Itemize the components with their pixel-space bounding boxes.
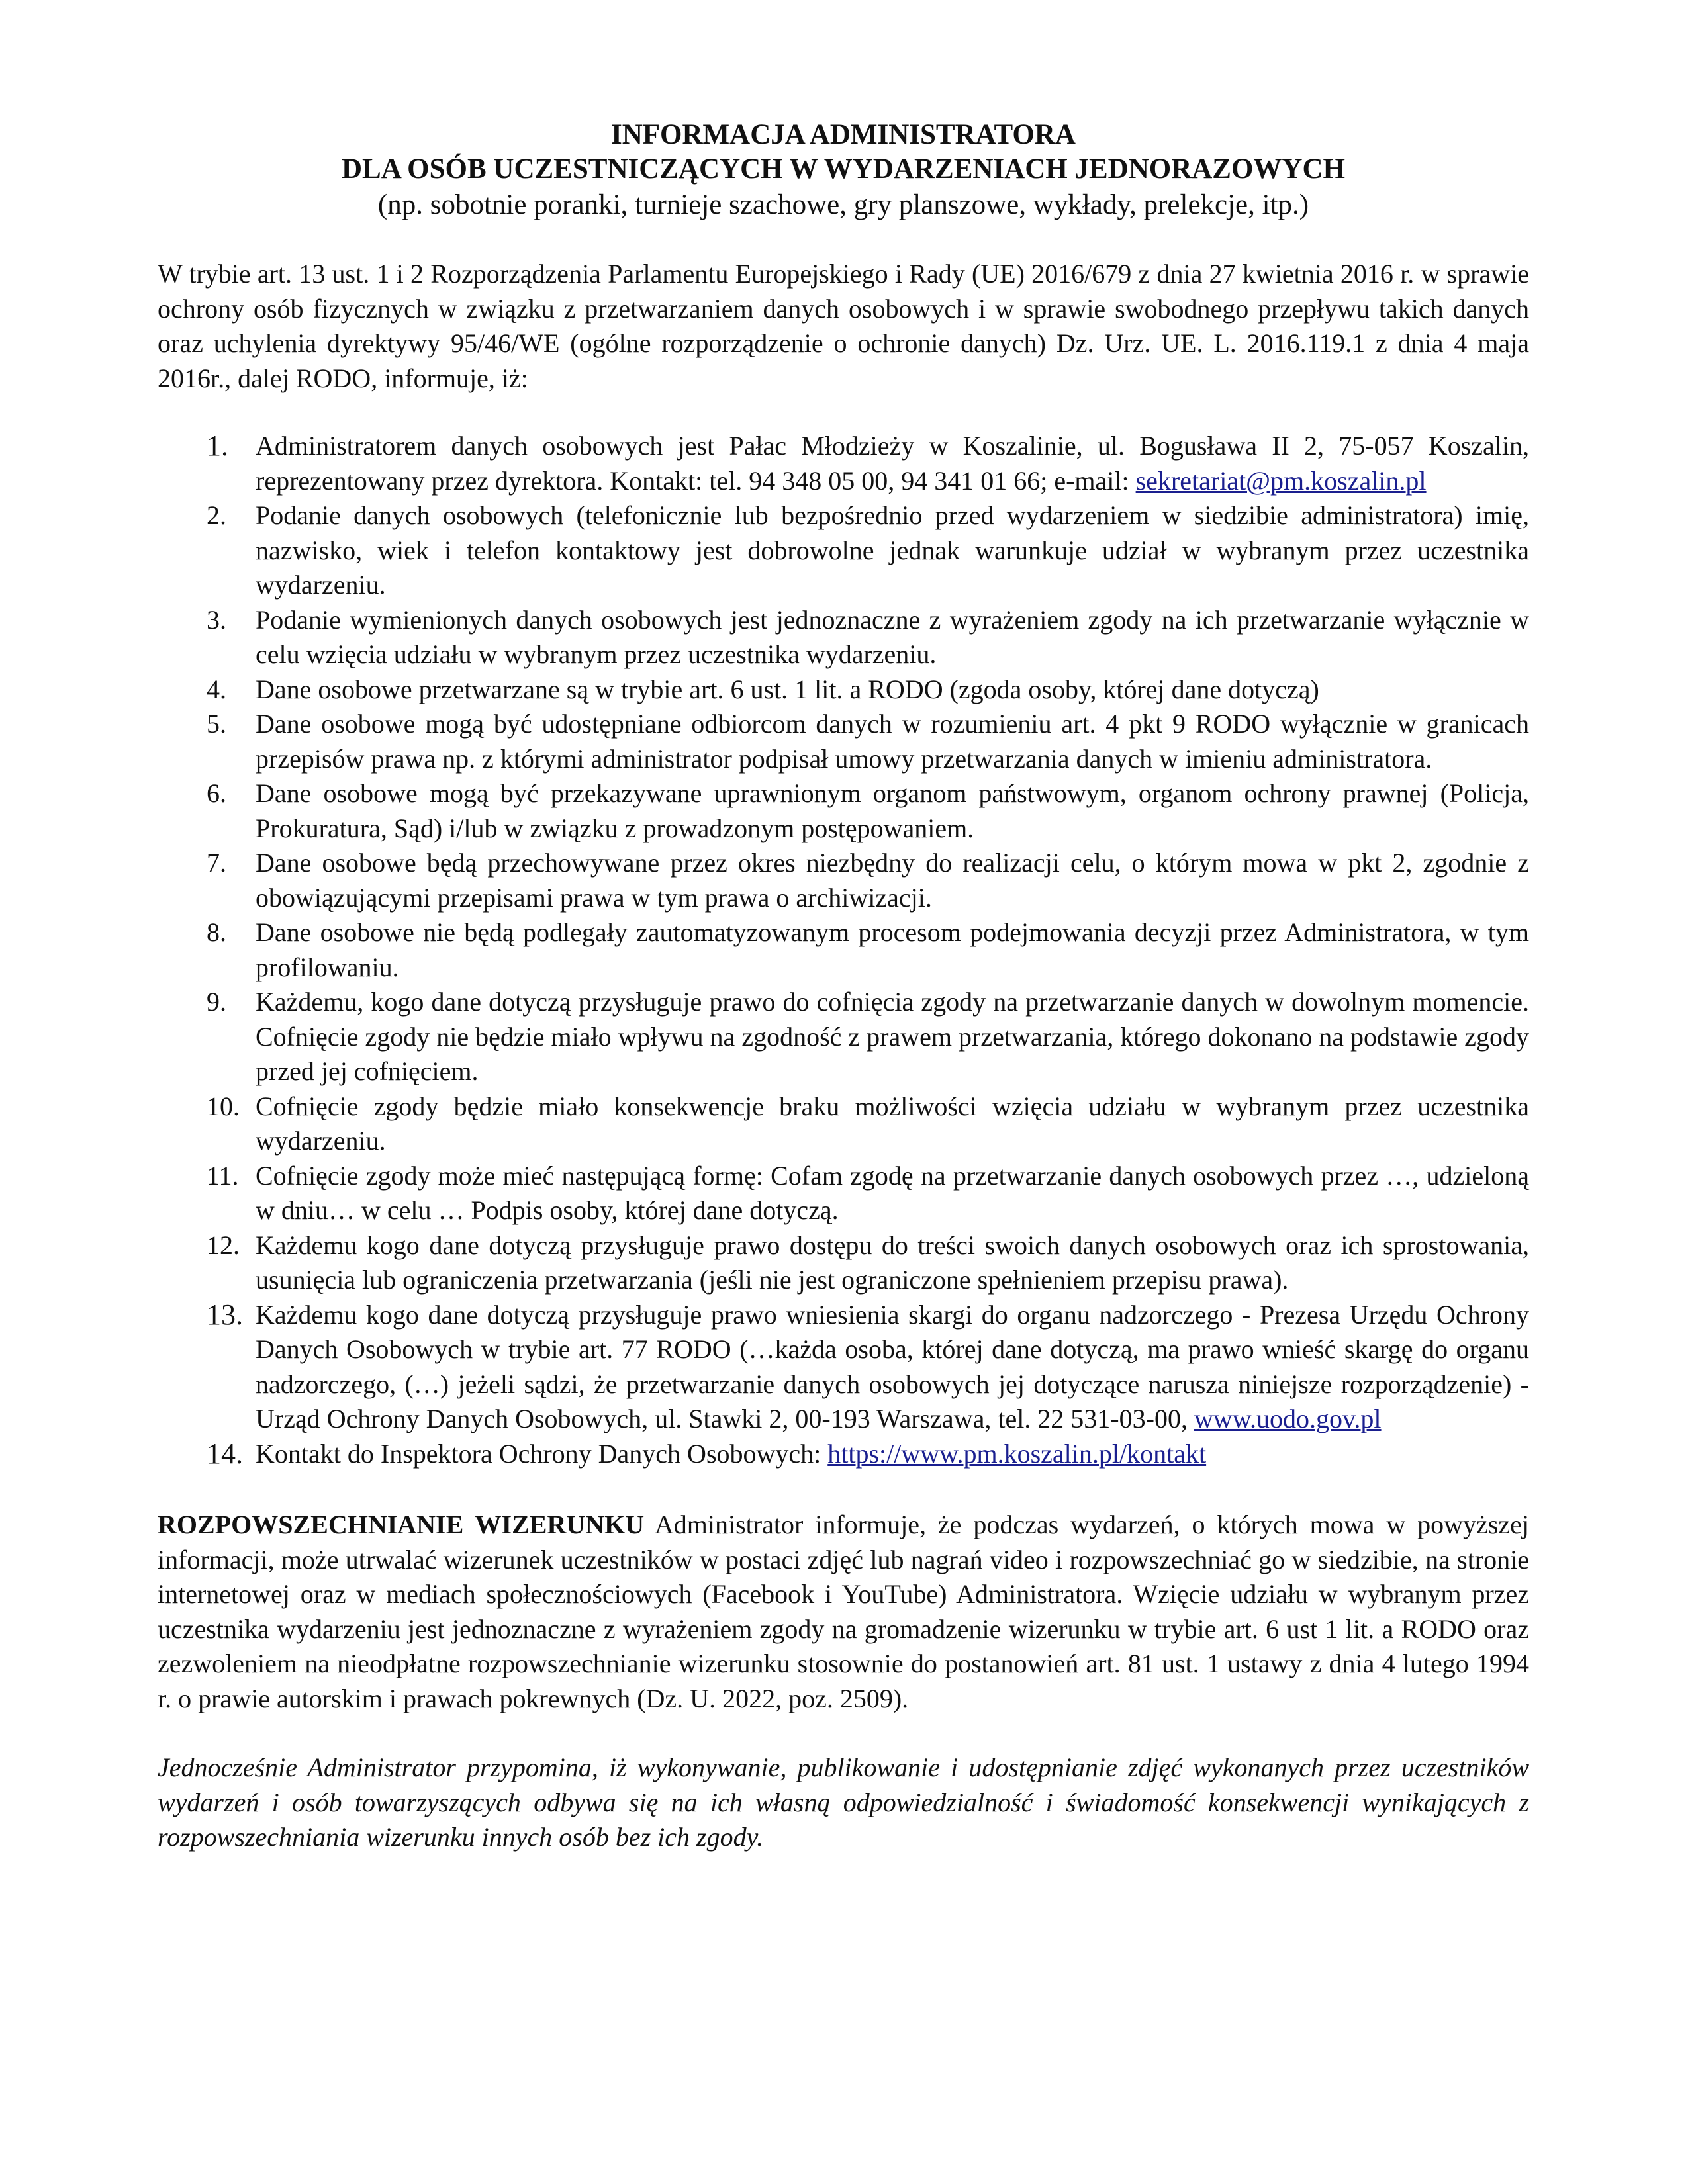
item-text: Kontakt do Inspektora Ochrony Danych Osobowych: — [256, 1438, 828, 1469]
item-number: 14. — [207, 1437, 243, 1470]
title-block — [158, 118, 1529, 224]
list-item-14 — [158, 1437, 1529, 1472]
list-item-7 — [158, 846, 1529, 915]
item-text: Każdemu kogo dane dotyczą przysługuje prawo dostępu do treści swoich danych osobowych oraz ich sprostowania, usunięcia lub ograniczenia przetwarzania (jeśli nie jest ograniczone spełnieniem przepisu prawa). — [256, 1230, 1529, 1295]
item-number: 3. — [207, 604, 226, 635]
list-item-3 — [158, 603, 1529, 672]
item-text: Każdemu, kogo dane dotyczą przysługuje prawo do cofnięcia zgody na przetwarzanie danych w dowolnym momencie. Cofnięcie zgody nie będzie miało wpływu na zgodność z prawem przetwarzania, którego dokonano na podstawie zgody przed jej cofnięciem. — [256, 987, 1529, 1086]
document-subtitle: (np. sobotnie poranki, turnieje szachowe, gry planszowe, wykłady, prelekcje, itp.) — [377, 189, 1309, 220]
italic-reminder-note: Jednocześnie Administrator przypomina, iż wykonywanie, publikowanie i udostępnianie zdjęć wykonanych przez uczestników wydarzeń i osób towarzyszących odbywa się na ich własną odpowiedzialność i świadomość konsekwencji wynikających z rozpowszechniania wizerunku innych osób bez ich zgody. — [158, 1752, 1529, 1852]
item-number: 10. — [207, 1091, 240, 1121]
email-link[interactable]: sekretariat@pm.koszalin.pl — [1135, 465, 1427, 496]
item-text: Podanie wymienionych danych osobowych jest jednoznaczne z wyrażeniem zgody na ich przetwarzanie wyłącznie w celu wzięcia udziału w wybranym przez uczestnika wydarzeniu. — [256, 604, 1529, 669]
item-number: 1. — [207, 430, 228, 462]
item-number: 8. — [207, 917, 226, 947]
item-number: 12. — [207, 1230, 240, 1260]
item-text: Dane osobowe mogą być udostępniane odbiorcom danych w rozumieniu art. 4 pkt 9 RODO wyłącznie w granicach przepisów prawa np. z którymi administrator podpisał umowy przetwarzania danych w imieniu administratora. — [256, 709, 1529, 774]
item-text: Podanie danych osobowych (telefonicznie lub bezpośrednio przed wydarzeniem w siedzibie administratora) imię, nazwisko, wiek i telefon kontaktowy jest dobrowolne jednak warunkuje udział w wybranym przez uczestnika wydarzeniu. — [256, 500, 1529, 600]
item-number: 5. — [207, 709, 226, 739]
item-number: 9. — [207, 987, 226, 1017]
item-number: 7. — [207, 848, 226, 878]
item-text: Administratorem danych osobowych jest Pałac Młodzieży w Koszalinie, ul. Bogusława II 2, 75-057 Koszalin, reprezentowany przez dyrektora. Kontakt: tel. 94 348 05 00, 94 341 01 66; e-mail: — [256, 431, 1529, 496]
item-text: Każdemu kogo dane dotyczą przysługuje prawo wniesienia skargi do organu nadzorczego - Prezesa Urzędu Ochrony Danych Osobowych w trybie art. 77 RODO (…każda osoba, której dane dotyczą, ma prawo wnieść skargę do organu nadzorczego, (…) jeżeli sądzi, że przetwarzanie danych osobowych jej dotyczące narusza niniejsze rozporządzenie) - Urząd Ochrony Danych Osobowych, ul. Stawki 2, 00-193 Warszawa, tel. 22 531-03-00, — [256, 1299, 1529, 1433]
list-item-9 — [158, 985, 1529, 1089]
item-number: 2. — [207, 500, 226, 530]
item-number: 4. — [207, 674, 226, 704]
list-item-6 — [158, 776, 1529, 846]
image-rights-text: Administrator informuje, że podczas wydarzeń, o których mowa w powyższej informacji, może utrwalać wizerunek uczestników w postaci zdjęć lub nagrań video i rozpowszechniać go w siedzibie, na stronie internetowej oraz w mediach społecznościowych (Facebook i YouTube) Administratora. Wzięcie udziału w wybranym przez uczestnika wydarzeniu jest jednoznaczne z wyrażeniem zgody na gromadzenie wizerunku w trybie art. 6 ust 1 lit. a RODO oraz zezwoleniem na nieodpłatne rozpowszechnianie wizerunku stosownie do postanowień art. 81 ust. 1 ustawy z dnia 4 lutego 1994 r. o prawie autorskim i prawach pokrewnych (Dz. U. 2022, poz. 2509). — [158, 1510, 1530, 1713]
list-item-5 — [158, 707, 1529, 776]
list-item-2 — [158, 498, 1529, 603]
document-page — [158, 118, 1529, 1855]
item-text: Dane osobowe nie będą podlegały zautomatyzowanym procesom podejmowania decyzji przez Administratora, w tym profilowaniu. — [256, 917, 1529, 982]
information-points-list — [158, 429, 1529, 1471]
item-text: Cofnięcie zgody będzie miało konsekwencje braku możliwości wzięcia udziału w wybranym przez uczestnika wydarzeniu. — [256, 1091, 1529, 1156]
list-item-4 — [158, 672, 1529, 707]
list-item-8 — [158, 915, 1529, 985]
document-title-line-1: INFORMACJA ADMINISTRATORA — [611, 119, 1076, 150]
image-rights-heading: ROZPOWSZECHNIANIE WIZERUNKU — [158, 1510, 645, 1539]
list-item-12 — [158, 1228, 1529, 1298]
intro-paragraph: W trybie art. 13 ust. 1 i 2 Rozporządzenia Parlamentu Europejskiego i Rady (UE) 2016/679 z dnia 27 kwietnia 2016 r. w sprawie ochrony osób fizycznych w związku z przetwarzaniem danych osobowych i w sprawie swobodnego przepływu takich danych oraz uchylenia dyrektywy 95/46/WE (ogólne rozporządzenie o ochronie danych) Dz. Urz. UE. L. 2016.119.1 z dnia 4 maja 2016r., dalej RODO, informuje, iż: — [158, 259, 1529, 393]
list-item-10 — [158, 1089, 1529, 1159]
document-title-line-2: DLA OSÓB UCZESTNICZĄCYCH W WYDARZENIACH JEDNORAZOWYCH — [341, 154, 1345, 185]
list-item-13 — [158, 1298, 1529, 1437]
uodo-website-link[interactable]: www.uodo.gov.pl — [1194, 1404, 1382, 1433]
image-rights-section — [158, 1508, 1529, 1716]
item-text: Dane osobowe mogą być przekazywane uprawnionym organom państwowym, organom ochrony prawnej (Policja, Prokuratura, Sąd) i/lub w związku z prowadzonym postępowaniem. — [256, 778, 1529, 843]
item-number: 6. — [207, 778, 226, 808]
item-number: 11. — [207, 1160, 239, 1191]
contact-page-link[interactable]: https://www.pm.koszalin.pl/kontakt — [827, 1438, 1207, 1469]
item-text: Dane osobowe przetwarzane są w trybie art. 6 ust. 1 lit. a RODO (zgoda osoby, której dane dotyczą) — [256, 674, 1319, 704]
item-number: 13. — [207, 1298, 243, 1331]
list-item-1 — [158, 429, 1529, 498]
item-text: Cofnięcie zgody może mieć następującą formę: Cofam zgodę na przetwarzanie danych osobowych przez …, udzieloną w dniu… w celu … Podpis osoby, której dane dotyczą. — [256, 1160, 1529, 1225]
item-text: Dane osobowe będą przechowywane przez okres niezbędny do realizacji celu, o którym mowa w pkt 2, zgodnie z obowiązującymi przepisami prawa w tym prawa o archiwizacji. — [256, 848, 1529, 913]
list-item-11 — [158, 1159, 1529, 1228]
